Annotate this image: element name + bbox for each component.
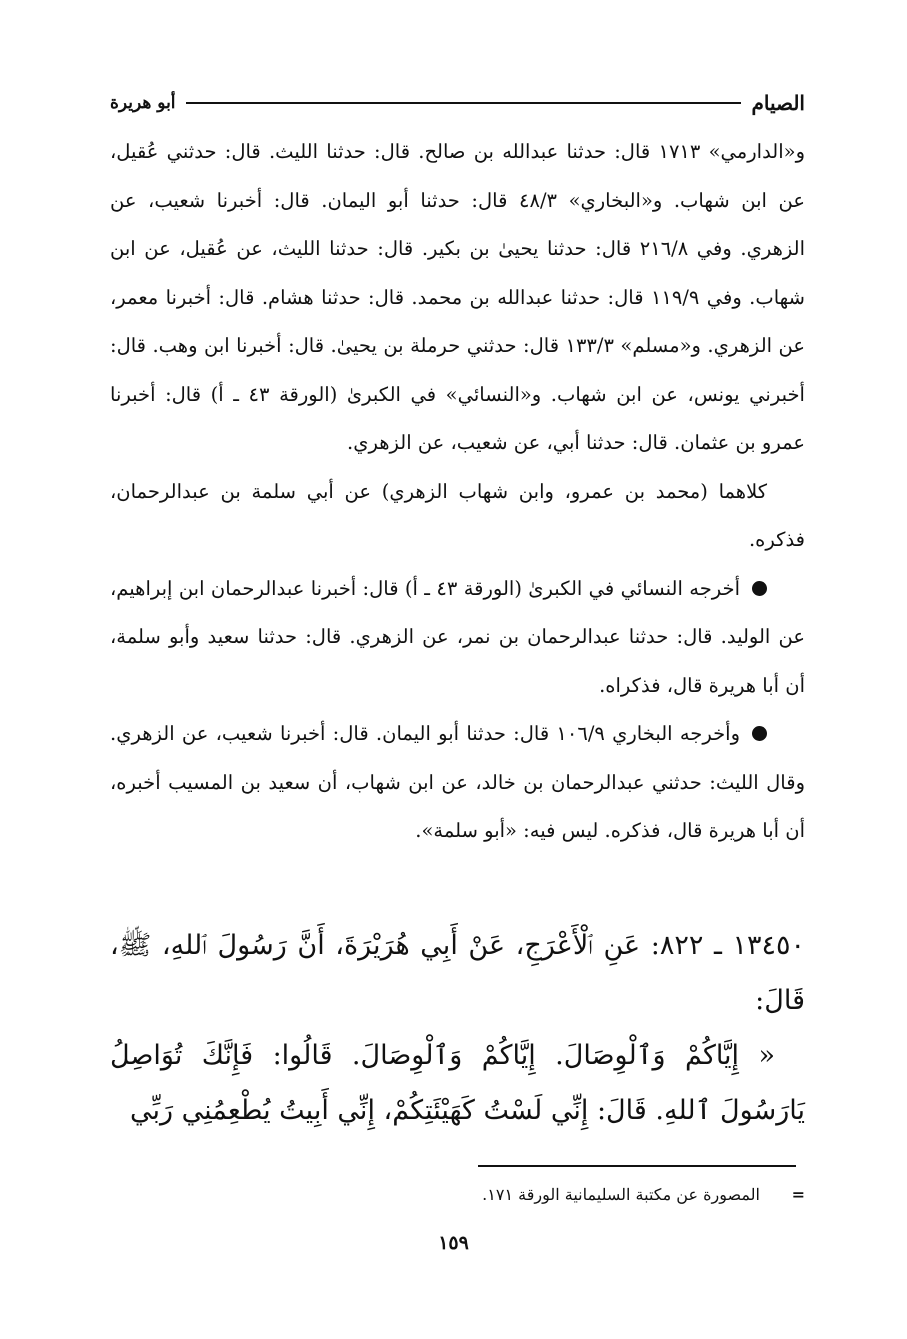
page-number: ١٥٩ [438,1232,469,1254]
running-header [110,88,805,118]
hadith-intro: ١٣٤٥٠ ـ ٨٢٢: عَنِ ٱلْأَعْرَجِ، عَنْ أَبِي هُرَيْرَةَ، أَنَّ رَسُولَ ٱللهِ، ﷺ، قَالَ: [110,930,805,1016]
header-chapter: الصيام [751,91,805,115]
paragraph-sources: و«الدارمي» ١٧١٣ قال: حدثنا عبدالله بن صالح. قال: حدثنا الليث. قال: حدثني عُقيل، عن ابن شهاب. و«البخاري» ٤٨/٣ قال: حدثنا أبو اليمان. قال: أخبرنا شعيب، عن الزهري. وفي ٢١٦/٨ قال: حدثنا يحيىٰ بن بكير. قال: حدثنا الليث، عن عُقيل، عن ابن شهاب. وفي ١١٩/٩ قال: حدثنا عبدالله بن محمد. قال: حدثنا هشام. قال: أخبرنا معمر، عن الزهري. و«مسلم» ١٣٣/٣ قال: حدثني حرملة بن يحيىٰ. قال: أخبرنا ابن وهب. قال: أخبرني يونس، عن ابن شهاب. و«النسائي» في الكبرىٰ (الورقة ٤٣ ـ أ) قال: أخبرنا عمرو بن عثمان. قال: حدثنا أبي، عن شعيب، عن الزهري. [110,140,806,454]
body-text [110,128,805,856]
footnote-rule [478,1165,796,1167]
header-rule [186,102,742,104]
footnote-marker: = [791,1185,805,1204]
paragraph-nasai [110,565,805,711]
paragraph-summary: كلاهما (محمد بن عمرو، وابن شهاب الزهري) عن أبي سلمة بن عبدالرحمان، فذكره. [110,479,805,551]
paragraph-bukhari [110,710,805,856]
footnote-text: المصورة عن مكتبة السليمانية الورقة ١٧١. [482,1185,760,1204]
hadith-text: « إِيَّاكُمْ وَٱلْوِصَالَ. إِيَّاكُمْ وَٱلْوِصَالَ. قَالُوا: فَإِنَّكَ تُوَاصِلُ يَارَسُولَ ٱللهِ. قَالَ: إِنِّي لَسْتُ كَهَيْئَتِكُمْ، إِنِّي أَبِيتُ يُطْعِمُنِي رَبِّي [110,1040,805,1126]
footnote [150,1182,805,1208]
paragraph-bukhari-text: وأخرجه البخاري ١٠٦/٩ قال: حدثنا أبو اليمان. قال: أخبرنا شعيب، عن الزهري. وقال الليث: حدثني عبدالرحمان بن خالد، عن ابن شهاب، أن سعيد بن المسيب أخبره، أن أبا هريرة قال، فذكره. ليس فيه: «أبو سلمة». [110,722,805,842]
hadith-block [110,918,805,1138]
paragraph-nasai-text: أخرجه النسائي في الكبرىٰ (الورقة ٤٣ ـ أ) قال: أخبرنا عبدالرحمان ابن إبراهيم، عن الوليد. قال: حدثنا عبدالرحمان بن نمر، عن الزهري. قال: حدثنا سعيد وأبو سلمة، أن أبا هريرة قال، فذكراه. [110,576,805,697]
header-narrator: أبو هريرة [110,93,176,113]
